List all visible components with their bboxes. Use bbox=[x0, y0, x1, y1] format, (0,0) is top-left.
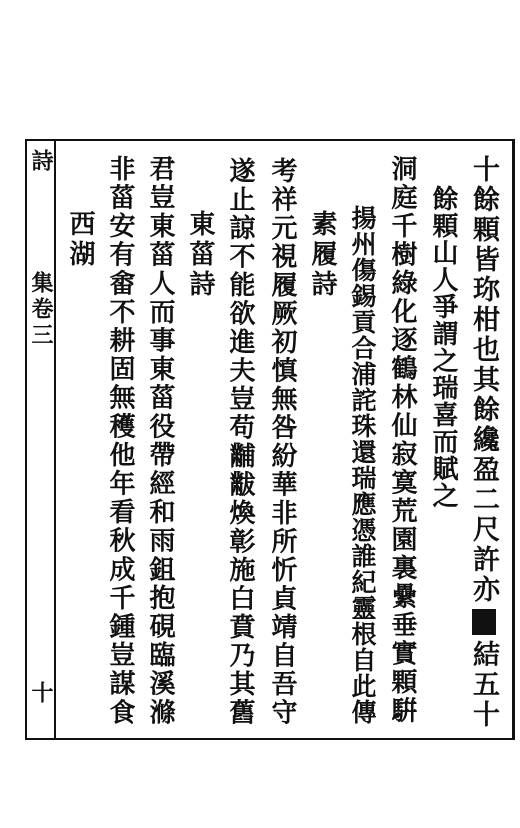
poem-2-line-1: 考祥元視履厥初慎無咎紛華非所忻貞靖自吾守 bbox=[267, 157, 297, 727]
banxin-book-title: 詩 bbox=[28, 149, 54, 171]
preface-line-1-part-a: 十餘顆皆珎柑也其餘纔盈二尺許亦 bbox=[468, 155, 499, 605]
preface-line-1-part-b: 結五十 bbox=[468, 640, 499, 730]
poem-3-line-2: 非菑安有畬不耕固無穫他年看秋成千鍾豈謀食 bbox=[105, 155, 135, 727]
poem-3-line-1: 君豈東菑人而事東菑役帶經和雨鉏抱硯臨溪滌 bbox=[145, 155, 175, 727]
poem-3-title: 東菑詩 bbox=[185, 210, 215, 300]
banxin-folio-number: 十 bbox=[28, 681, 54, 703]
poem-2-title: 素履詩 bbox=[307, 210, 337, 300]
poem-2-line-2: 遂止諒不能欲進夫豈苟黼黻煥彰施白賁乃其舊 bbox=[225, 157, 255, 727]
banxin-volume-label: 集卷三 bbox=[28, 271, 54, 349]
preface-line-2: 餘顆山人爭謂之瑞喜而賦之 bbox=[428, 185, 458, 509]
poem-4-title: 西湖 bbox=[65, 210, 95, 270]
poem-1-line-1: 洞庭千樹綠化逐鶴林仙寂寞荒園裏纍垂實顆騈 bbox=[387, 155, 417, 725]
inked-over-character-block bbox=[472, 609, 496, 635]
poem-1-line-2: 揚州傷錫貢合浦詫珠還瑞應憑誰紀靈根自此傳 bbox=[348, 205, 377, 725]
banxin-divider-line bbox=[54, 139, 56, 740]
banxin-center-strip bbox=[27, 141, 54, 736]
